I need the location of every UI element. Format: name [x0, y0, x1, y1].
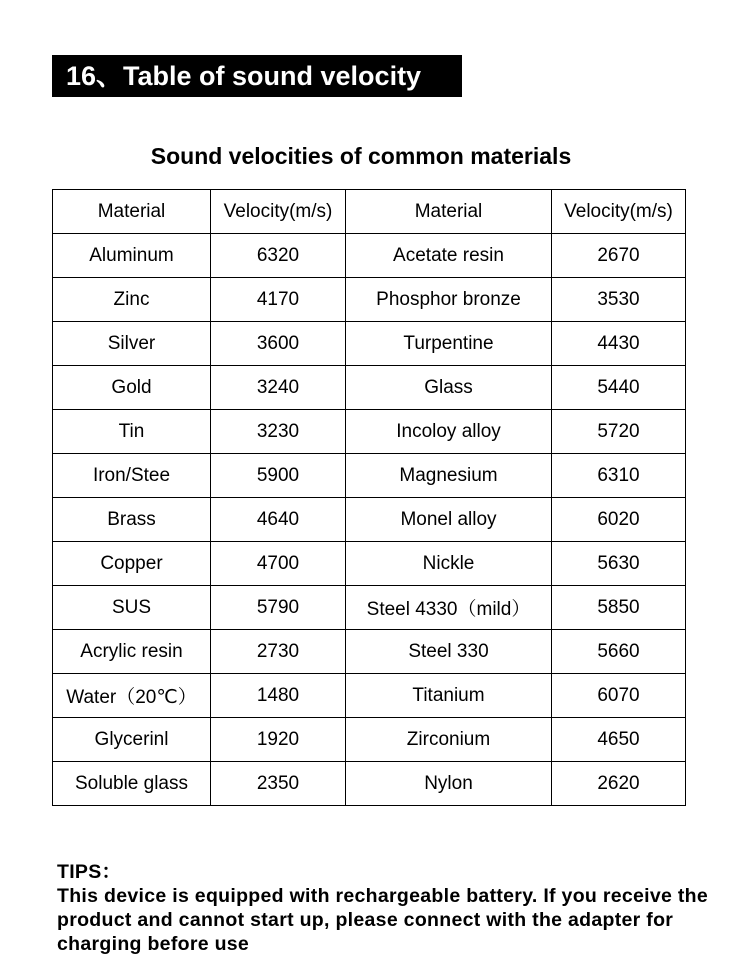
material-cell: Steel 4330（mild）	[346, 586, 552, 630]
material-cell: Nickle	[346, 542, 552, 586]
velocity-cell: 5660	[552, 630, 686, 674]
header-material: Material	[346, 190, 552, 234]
material-cell: Steel 330	[346, 630, 552, 674]
table-row	[53, 278, 686, 322]
header-velocity: Velocity(m/s)	[552, 190, 686, 234]
velocity-cell: 2620	[552, 762, 686, 806]
header-material: Material	[53, 190, 211, 234]
velocity-cell: 6020	[552, 498, 686, 542]
velocity-cell: 3600	[211, 322, 346, 366]
material-cell: Water（20℃）	[53, 674, 211, 718]
sound-velocity-table	[52, 189, 686, 806]
material-cell: Iron/Stee	[53, 454, 211, 498]
velocity-cell: 5720	[552, 410, 686, 454]
table-row	[53, 322, 686, 366]
material-cell: Copper	[53, 542, 211, 586]
material-cell: Acetate resin	[346, 234, 552, 278]
header-velocity: Velocity(m/s)	[211, 190, 346, 234]
material-cell: Soluble glass	[53, 762, 211, 806]
section-title: 16、Table of sound velocity	[52, 55, 462, 97]
table-row	[53, 366, 686, 410]
material-cell: Glycerinl	[53, 718, 211, 762]
velocity-cell: 5630	[552, 542, 686, 586]
table-row	[53, 542, 686, 586]
material-cell: Gold	[53, 366, 211, 410]
tips-note	[57, 860, 737, 956]
velocity-cell: 5790	[211, 586, 346, 630]
velocity-cell: 4700	[211, 542, 346, 586]
material-cell: Nylon	[346, 762, 552, 806]
material-cell: Silver	[53, 322, 211, 366]
velocity-cell: 5440	[552, 366, 686, 410]
velocity-cell: 2350	[211, 762, 346, 806]
velocity-cell: 1920	[211, 718, 346, 762]
table-row	[53, 454, 686, 498]
material-cell: Titanium	[346, 674, 552, 718]
material-cell: Zirconium	[346, 718, 552, 762]
velocity-cell: 3230	[211, 410, 346, 454]
velocity-cell: 4640	[211, 498, 346, 542]
material-cell: Phosphor bronze	[346, 278, 552, 322]
velocity-cell: 5900	[211, 454, 346, 498]
velocity-cell: 4650	[552, 718, 686, 762]
table-row	[53, 410, 686, 454]
velocity-cell: 1480	[211, 674, 346, 718]
velocity-cell: 5850	[552, 586, 686, 630]
table-row	[53, 586, 686, 630]
material-cell: Brass	[53, 498, 211, 542]
material-cell: Monel alloy	[346, 498, 552, 542]
material-cell: Magnesium	[346, 454, 552, 498]
material-cell: Turpentine	[346, 322, 552, 366]
velocity-cell: 3240	[211, 366, 346, 410]
velocity-cell: 6070	[552, 674, 686, 718]
material-cell: SUS	[53, 586, 211, 630]
velocity-cell: 4430	[552, 322, 686, 366]
material-cell: Glass	[346, 366, 552, 410]
material-cell: Tin	[53, 410, 211, 454]
tips-label: TIPS：	[57, 861, 122, 883]
table-row	[53, 762, 686, 806]
velocity-cell: 4170	[211, 278, 346, 322]
material-cell: Acrylic resin	[53, 630, 211, 674]
velocity-cell: 6310	[552, 454, 686, 498]
table-row	[53, 630, 686, 674]
table-row	[53, 498, 686, 542]
velocity-cell: 2730	[211, 630, 346, 674]
table-row	[53, 674, 686, 718]
tips-text: This device is equipped with rechargeable battery. If you receive the product and cannot start up, please connect with the adapter for charging before use	[57, 885, 709, 955]
velocity-cell: 2670	[552, 234, 686, 278]
table-row	[53, 234, 686, 278]
table-title: Sound velocities of common materials	[150, 143, 572, 169]
table-row	[53, 718, 686, 762]
velocity-cell: 3530	[552, 278, 686, 322]
table-header-row	[53, 190, 686, 234]
material-cell: Incoloy alloy	[346, 410, 552, 454]
velocity-cell: 6320	[211, 234, 346, 278]
material-cell: Zinc	[53, 278, 211, 322]
material-cell: Aluminum	[53, 234, 211, 278]
